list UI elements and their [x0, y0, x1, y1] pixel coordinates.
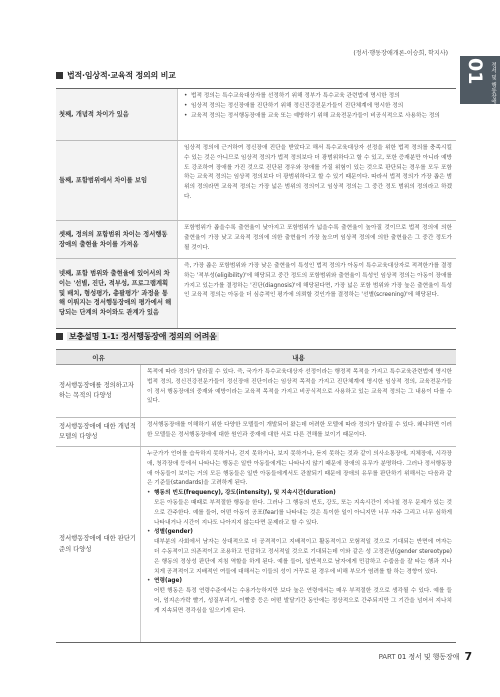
- row-label: 둘째, 포함범위에서 차이를 보임: [56, 141, 178, 220]
- difficulty-table: [56, 349, 456, 643]
- chapter-label: 정서 및 행동장애: [490, 62, 496, 104]
- section-title: [56, 70, 176, 81]
- list-item: • 법적 정의는 특수교육대상자를 선정하기 위해 정부가 특수교육 관련법에 명시한 정의: [184, 92, 452, 102]
- table-row: [56, 447, 456, 643]
- chapter-number: 01: [464, 58, 486, 85]
- list-item: • 임상적 정의는 정신장애를 진단하기 위해 정신건강전문가들이 진단체계에 명시한 정의: [184, 102, 452, 112]
- table-header: [56, 350, 456, 365]
- page-number: 7: [464, 650, 472, 663]
- square-bullet-icon: [56, 72, 63, 79]
- row-content: 목적에 따라 정의가 달라질 수 있다. 즉, 국가가 특수교육대상자 선정이라는 행정적 목적을 가지고 특수교육관련법에 명시한 법적 정의, 정신건강전문가들이 정신장애 진단이라는 임상적 목적을 가지고 진단체계에 명시한 임상적 정의, 교육전문가들이 정서 행동장애의 중재와 예방이라는 교육적 목적을 가지고 비공식적으로 사용하고 있는 교육적 정의는 그 내용이 다를 수 있다.: [147, 369, 452, 405]
- row-intro: 누군가가 언어를 습득하지 못하거나, 걷지 못하거나, 보지 못하거나, 듣지 못하는 것과 같이 의사소통장애, 지체장애, 시각장애, 청각장애 등에서 나타나는 행동은 일반 아동들에게는 나타나지 않기 때문에 장애의 유무가 분명하다. 그러나 정서행동장애 아동들이 보이는 거의 모든 행동들은 일반 아동들에게서도 관찰되기 때문에 장애의 유무를 판단하기 위해서는 다음과 같은 기준들(standards)을 고려하게 된다.: [147, 451, 452, 487]
- list-item: • 교육적 정의는 정서행동장애를 교육 또는 예방하기 위해 교육전문가들이 비공식적으로 사용하는 정의: [184, 112, 452, 122]
- table-row: [56, 89, 456, 141]
- row-content: 즉, 가장 좁은 포함범위와 가장 낮은 출현율이 특성인 법적 정의가 아동이 특수교육대상자로 적격한가를 결정하는 '적부성(eligibility)'에 해당되고 중간 정도의 포함범위와 출현율이 특성인 임상적 정의는 아동이 장애를 가지고 있는가를 결정하는 '진단(diagnosis)'에 해당된다면, 가장 넓은 포함 범위와 가장 높은 출현율이 특성인 교육적 정의는 아동을 더 심층적인 평가에 의뢰할 것인가를 결정하는 '선별(screening)'에 해당된다.: [184, 263, 452, 299]
- row-content: 임상적 정의에 근거하여 정신장애 진단을 받았다고 해서 특수교육대상자 선정을 위한 법적 정의를 충족시킬 수 있는 것은 아니므로 임상적 정의가 법적 정의보다 더 광범위하다고 할 수 있고, 또한 증재분만 아니라 예방도 강조하여 장애를 가진 것으로 진단된 경우와 장애를 가질 위험이 있는 것으로 판단되는 경우를 모두 포함하는 교육적 정의는 임상적 정의보다 더 광범위하다고 할 수 있기 때문이다. 따라서 법적 정의가 가장 좁은 범위의 정의라면 교육적 정의는 가장 넓은 범위의 정의이고 임상적 정의는 그 중간 정도 범위의 정의라고 하겠다.: [184, 145, 452, 200]
- item-text: 대부분의 사회에서 남자는 상대적으로 더 공격적이고 지배적이고 활동적이고 모험적일 것으로 기대되는 반면에 여자는 더 수동적이고 의존적이고 조용하고 민감하고 정서적일 것으로 기대되는데 이와 같은 성 고정관념(gender stereotype)은 행동의 정상성 판단에 지침 역할을 하게 된다. 예를 들어, 일반적으로 남자에게 민감하고 수줍음을 잘 타는 행과 지나치게 공격적이고 지배적인 여들에 대해서는 이들의 성이 거꾸로 된 경우에 비해 부모가 염려를 할 하는 경향이 있다.: [154, 539, 452, 575]
- column-header: 이유: [92, 353, 105, 362]
- square-bullet-icon: [56, 333, 63, 340]
- footer-part: PART: [378, 653, 396, 661]
- row-content: 정서행동장애를 이해하기 위한 다양한 모델들이 개발되어 왔는데 어려한 모델에 따라 정의가 달라질 수 있다. 왜냐하면 이러한 모델들은 정서행동장애에 대한 원인과 중재에 대한 서로 다른 견해를 보이기 때문이다.: [147, 422, 452, 438]
- list-item: [147, 489, 452, 528]
- row-content: 포함범위가 좁을수록 출현율이 낮아지고 포함범위가 넓을수록 출현율이 높아질 것이므로 법적 정의에 의한 출현율이 가장 낮고 교육적 정의에 의한 출현율이 가장 높으며 임상적 정의에 의한 출현율은 그 중간 정도가 될 것이다.: [184, 225, 452, 251]
- row-label: 넷째, 포함 범위와 출현율에 있어서의 차이는 '선별, 진단, 적부성, 프로그램계획 및 배치, 형성평가, 총괄평가' 과정을 통해 이뤄지는 정서행동장애의 평가에서 해당되는 단계의 차이와도 관계가 있음: [56, 259, 178, 328]
- chapter-tab: [460, 56, 500, 104]
- book-title: (정서·행동장애개론-이승희, 학지사): [353, 50, 448, 57]
- row-label: 정서행동장애를 정의하고자 하는 목적의 다양성: [56, 365, 141, 417]
- section-title: [56, 331, 219, 342]
- item-heading: 연령(age): [154, 578, 182, 585]
- section-title-text: 보충설명 1-1: 정서행동장애 정의의 어려움: [69, 332, 217, 341]
- item-text: 모든 아동들은 때때로 부적절한 행동을 한다. 그러나 그 행동의 빈도, 강도, 또는 지속시간이 지나칠 경우 문제가 있는 것으로 간주한다. 예를 들어, 어떤 아동이 공포(fear)를 나타내는 것은 특이한 일이 아니지만 너무 자주 그리고 너무 심하게 나타내거나 시간이 지나도 나아지지 않는다면 문제라고 할 수 있다.: [154, 499, 452, 526]
- table-row: [56, 259, 456, 329]
- table-row: [56, 141, 456, 221]
- row-content: [178, 89, 456, 140]
- page-footer: [379, 650, 472, 663]
- section-title-text: 법적·임상적·교육적 정의의 비교: [67, 71, 176, 80]
- list-item: [147, 528, 452, 577]
- row-label: 셋째, 정의의 포함범위 차이는 정서행동장애의 출현율 차이를 가져옴: [56, 221, 178, 258]
- table-row: [56, 221, 456, 259]
- row-label: 첫째, 개념적 차이가 있음: [56, 89, 178, 140]
- footer-part-number: 01: [397, 653, 407, 661]
- table-row: [56, 418, 456, 447]
- table-row: [56, 365, 456, 418]
- item-heading: 성별(gender): [154, 529, 193, 536]
- comparison-table: [56, 88, 456, 329]
- list-item: [147, 577, 452, 616]
- row-label: 정서행동장애에 대한 판단기준의 다양성: [56, 447, 141, 642]
- item-text: 어떤 행동은 특정 연령수준에서는 수용가능하지만 보다 높은 연령에서는 매우 부적절한 것으로 생각될 수 있다. 예를 들어, 엄지손가락 빨기, 성질부리기, 이빨중 등은 어떤 발달기간 동안에는 정상적으로 간주되지만 그 기간을 넘어서 지나치게 지속되면 경각심을 일으키게 된다.: [154, 588, 452, 614]
- item-heading: 행동의 빈도(frequency), 강도(intensity), 및 지속시간(duration): [154, 490, 336, 497]
- row-content: [141, 447, 456, 642]
- footer-title: 정서 및 행동장애: [408, 653, 460, 661]
- column-header: 내용: [292, 353, 305, 362]
- row-label: 정서행동장애에 대한 개념적 모델의 다양성: [56, 418, 141, 446]
